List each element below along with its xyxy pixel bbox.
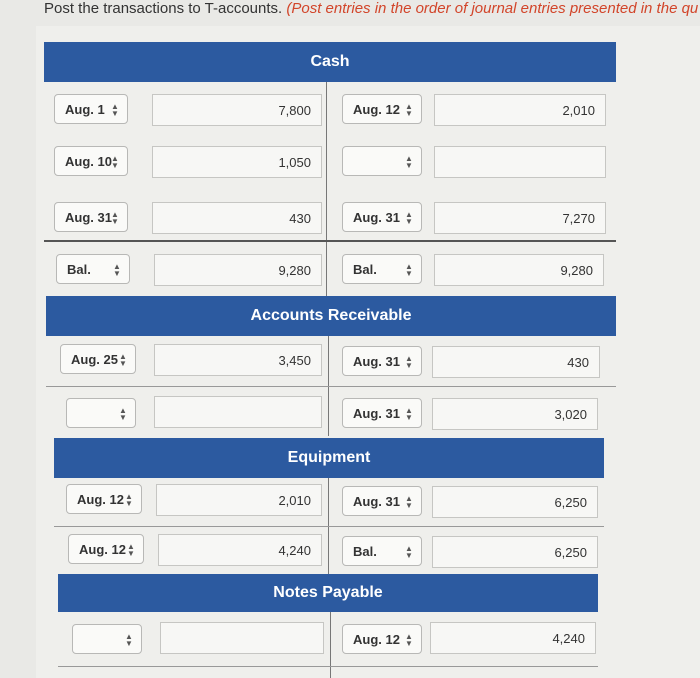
ar-account-title: Accounts Receivable [250,307,412,324]
chevron-updown-icon: ▲ ▼ [405,154,413,170]
instructions-note: (Post entries in the order of journal entries presented in the qu [286,0,699,17]
equipment-credit-date-select-1[interactable]: Aug. 31 ▲ ▼ [342,486,422,516]
chevron-updown-icon: ▲ ▼ [111,154,119,170]
cash-credit-amount-2[interactable] [434,146,606,178]
cash-debit-amount-3[interactable]: 430 [152,202,322,234]
notes-payable-row-divider [58,666,598,667]
cash-debit-date-select-2[interactable]: Aug. 10 ▲ ▼ [54,146,128,176]
equipment-debit-amount-1[interactable]: 2,010 [156,484,322,516]
cash-credit-date-select-2[interactable] [342,146,422,176]
t-accounts-sheet [36,26,700,678]
equipment-row-divider [54,526,604,527]
notes-payable-account-title: Notes Payable [273,584,383,601]
notes-payable-debit-date-select-1[interactable] [72,624,142,654]
cash-debit-amount-2[interactable]: 1,050 [152,146,322,178]
equipment-credit-balance-select[interactable]: Bal. ▲ ▼ [342,536,422,566]
equipment-debit-amount-2[interactable]: 4,240 [158,534,322,566]
cash-debit-date-select-3[interactable]: Aug. 31 ▲ ▼ [54,202,128,232]
ar-debit-date-select-1[interactable]: Aug. 25 ▲ ▼ [60,344,136,374]
chevron-updown-icon: ▲ ▼ [119,352,127,368]
cash-t-divider [326,82,327,296]
equipment-debit-date-select-1[interactable]: Aug. 12 ▲ ▼ [66,484,142,514]
chevron-updown-icon: ▲ ▼ [405,494,413,510]
notes-payable-t-divider [330,612,331,678]
chevron-updown-icon: ▲ ▼ [125,632,133,648]
instructions-lead: Post the transactions to T-accounts. [44,0,283,17]
ar-credit-date-select-1[interactable]: Aug. 31 ▲ ▼ [342,346,422,376]
chevron-updown-icon: ▲ ▼ [405,262,413,278]
ar-credit-date-select-2[interactable]: Aug. 31 ▲ ▼ [342,398,422,428]
chevron-updown-icon: ▲ ▼ [405,210,413,226]
equipment-credit-balance-amount[interactable]: 6,250 [432,536,598,568]
chevron-updown-icon: ▲ ▼ [405,102,413,118]
cash-credit-amount-1[interactable]: 2,010 [434,94,606,126]
chevron-updown-icon: ▲ ▼ [113,262,121,278]
notes-payable-credit-date-select-1[interactable]: Aug. 12 ▲ ▼ [342,624,422,654]
chevron-updown-icon: ▲ ▼ [405,632,413,648]
instructions [44,0,698,17]
chevron-updown-icon: ▲ ▼ [405,406,413,422]
chevron-updown-icon: ▲ ▼ [111,102,119,118]
ar-debit-amount-2[interactable] [154,396,322,428]
cash-total-line [44,240,616,242]
ar-credit-amount-1[interactable]: 430 [432,346,600,378]
equipment-account-header [54,438,604,478]
cash-debit-amount-1[interactable]: 7,800 [152,94,322,126]
notes-payable-account-header [58,574,598,612]
cash-debit-balance-amount[interactable]: 9,280 [154,254,322,286]
ar-account-header [46,296,616,336]
equipment-debit-date-select-2[interactable]: Aug. 12 ▲ ▼ [68,534,144,564]
cash-credit-balance-amount[interactable]: 9,280 [434,254,604,286]
ar-debit-amount-1[interactable]: 3,450 [154,344,322,376]
cash-account-title: Cash [310,53,350,70]
equipment-credit-amount-1[interactable]: 6,250 [432,486,598,518]
chevron-updown-icon: ▲ ▼ [127,542,135,558]
ar-credit-amount-2[interactable]: 3,020 [432,398,598,430]
ar-row-divider [46,386,616,387]
chevron-updown-icon: ▲ ▼ [405,354,413,370]
equipment-t-divider [328,478,329,578]
ar-debit-date-select-2[interactable] [66,398,136,428]
cash-account-header [44,42,616,82]
chevron-updown-icon: ▲ ▼ [125,492,133,508]
chevron-updown-icon: ▲ ▼ [119,406,127,422]
cash-credit-balance-select[interactable]: Bal. ▲ ▼ [342,254,422,284]
equipment-account-title: Equipment [287,449,371,466]
cash-credit-date-select-3[interactable]: Aug. 31 ▲ ▼ [342,202,422,232]
notes-payable-credit-amount-1[interactable]: 4,240 [430,622,596,654]
cash-credit-date-select-1[interactable]: Aug. 12 ▲ ▼ [342,94,422,124]
notes-payable-debit-amount-1[interactable] [160,622,324,654]
chevron-updown-icon: ▲ ▼ [405,544,413,560]
cash-credit-amount-3[interactable]: 7,270 [434,202,606,234]
cash-debit-date-select-1[interactable]: Aug. 1 ▲ ▼ [54,94,128,124]
chevron-updown-icon: ▲ ▼ [111,210,119,226]
cash-debit-balance-select[interactable]: Bal. ▲ ▼ [56,254,130,284]
